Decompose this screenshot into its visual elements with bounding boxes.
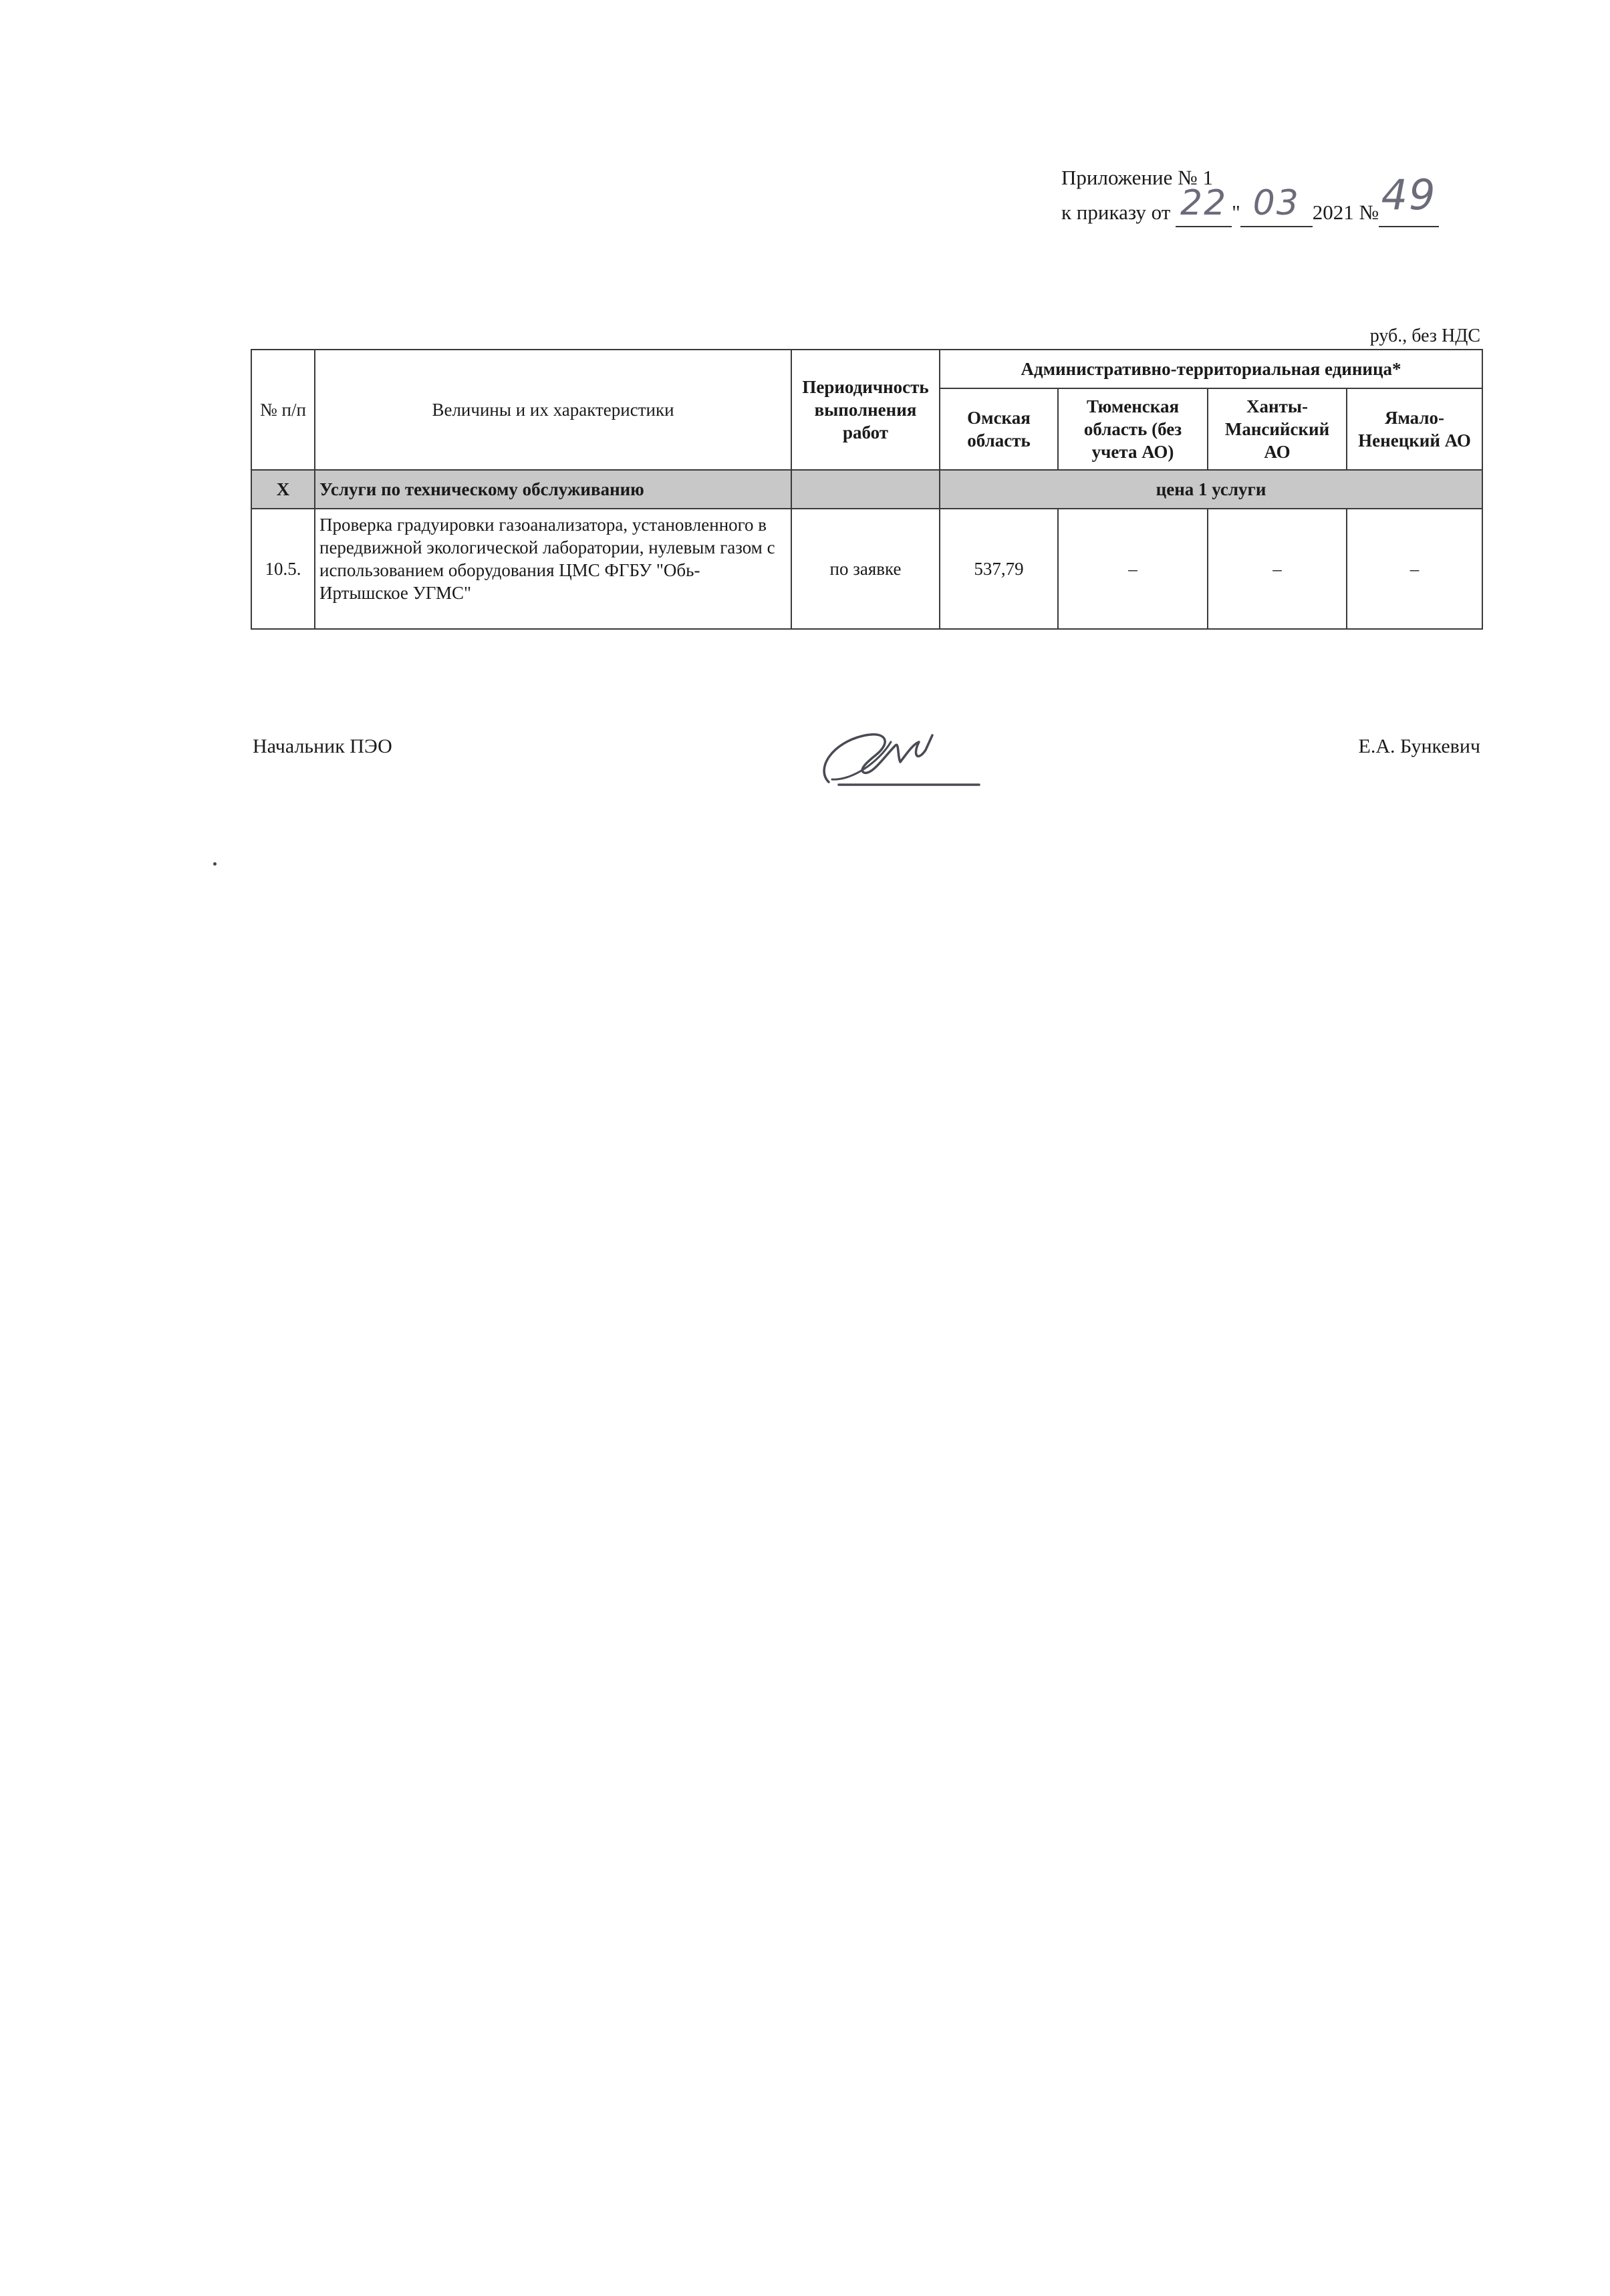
row-name: Проверка градуировки газоанализатора, установленного в передвижной экологической лаборатории, нулевым газом с использованием оборудования ЦМС ФГБУ "Обь-Иртышское УГМС"	[315, 509, 791, 629]
row-price-tyumen: –	[1058, 509, 1208, 629]
signer-name: Е.А. Бункевич	[1358, 735, 1480, 757]
appendix-label: Приложение №	[1061, 166, 1198, 189]
header-period: Периодичность выполнения работ	[791, 350, 940, 470]
row-num: 10.5.	[251, 509, 315, 629]
table-row	[251, 509, 1482, 629]
row-price-khmao: –	[1208, 509, 1347, 629]
order-month-blank	[1240, 183, 1313, 227]
header-num: № п/п	[251, 350, 315, 470]
order-day-blank	[1176, 183, 1232, 227]
row-price-yanao: –	[1347, 509, 1482, 629]
section-code: X	[251, 470, 315, 509]
table-header-row-1	[251, 350, 1482, 388]
header-region-tyumen: Тюменская область (без учета АО)	[1058, 388, 1208, 470]
scan-speck	[213, 862, 217, 866]
appendix-number: 1	[1202, 166, 1213, 189]
header-region-yanao: Ямало-Ненецкий АО	[1347, 388, 1482, 470]
handwritten-signature	[812, 715, 986, 795]
section-price-label: цена 1 услуги	[940, 470, 1482, 509]
row-price-omsk: 537,79	[940, 509, 1058, 629]
order-month-handwritten: 03	[1252, 183, 1300, 223]
section-empty-cell	[791, 470, 940, 509]
price-table	[251, 349, 1483, 630]
order-number-blank	[1379, 170, 1439, 227]
currency-note: руб., без НДС	[1369, 326, 1480, 346]
header-region-khmao: Ханты-Мансийский АО	[1208, 388, 1347, 470]
row-period: по заявке	[791, 509, 940, 629]
order-number-handwritten: 49	[1381, 170, 1437, 219]
appendix-header	[1061, 160, 1489, 230]
order-quote: "	[1232, 201, 1240, 224]
header-name: Величины и их характеристики	[315, 350, 791, 470]
signer-position: Начальник ПЭО	[253, 735, 392, 757]
order-year: 2021 №	[1312, 201, 1379, 224]
header-region-group: Административно-территориальная единица*	[940, 350, 1482, 388]
order-day-handwritten: 22	[1180, 183, 1228, 223]
order-prefix: к приказу от	[1061, 201, 1171, 224]
section-row	[251, 470, 1482, 509]
section-title: Услуги по техническому обслуживанию	[315, 470, 791, 509]
header-region-omsk: Омская область	[940, 388, 1058, 470]
